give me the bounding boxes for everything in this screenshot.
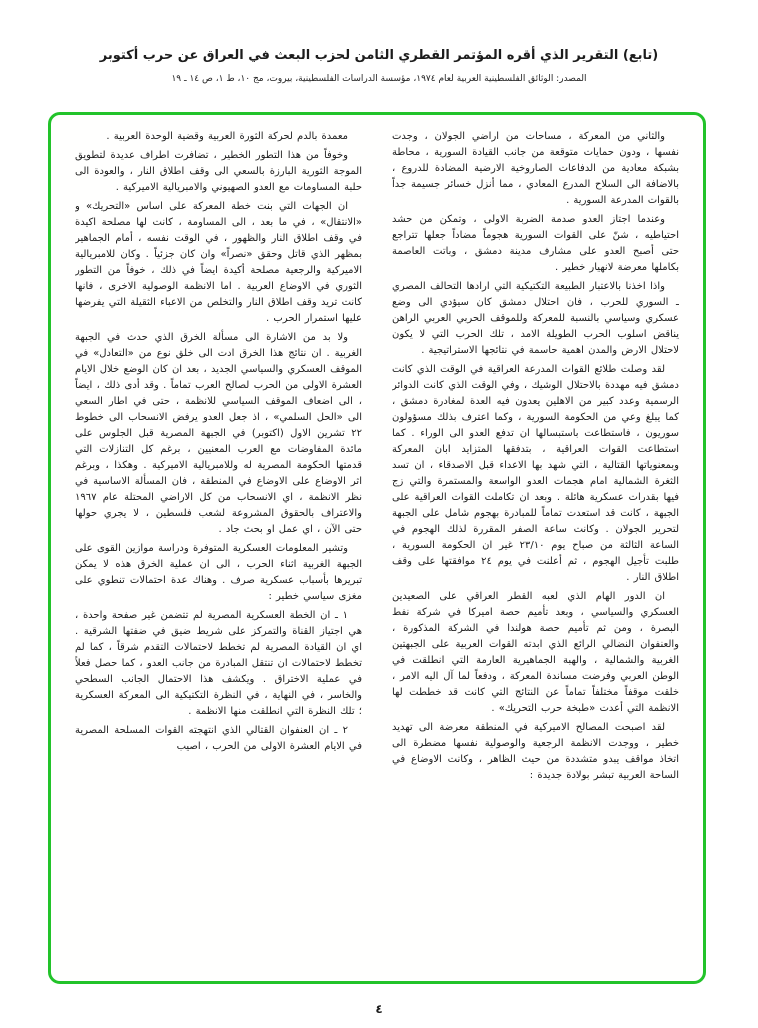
column-right bbox=[392, 129, 679, 971]
paragraph: ولا بد من الاشارة الى مسألة الخرق الذي حدث في الجبهة الغربية . ان نتائج هذا الخرق ادت الى خلق نوع من «التعادل» في الموقف العسكري والسياسي الجديد ، بعد ان كان الوضع خلال الايام العشرة الاولى من الحرب لصالح العرب تماماً . وقد أدى ذلك ، ايضاً ، الى اضعاف الموقف السياسي للانظمة ، حتى في اطار السعي الى «الحل السلمي» ، اذ جعل العدو يرفض الانسحاب الى خطوط ٢٢ تشرين الاول (اكتوبر) في الجبهة المصرية قبل الجلوس على مائدة المفاوضات مع العرب المعنيين ، برغم كل التنازلات التي قدمتها الحكومة المصرية له وللامبريالية الاميركية . وهكذا ، وبرغم اثر الاوضاع على الاوضاع في المنطقة ، فان المسألة الاساسية في نظر الانظمة ، اي الانسحاب من كل الاراضي المحتلة عام ١٩٦٧ والاعتراف بالحقوق المشروعة لشعب فلسطين ، لا يجري حولها حتى الآن ، اي عمل او بحث جاد . bbox=[75, 332, 362, 535]
paragraph: لقد اصبحت المصالح الاميركية في المنطقة معرضة الى تهديد خطير ، ووجدت الانظمة الرجعية والوصولية نفسها مضطرة الى اتخاذ مواقف يبدو متشددة من حيث الظاهر ، وكانت الاوضاع في الساحة العربية تبشر بولادة جديدة : bbox=[392, 722, 679, 781]
paragraph: لقد وصلت طلائع القوات المدرعة العراقية في الوقت الذي كانت دمشق فيه مهددة بالاحتلال الوشيك ، وفي الوقت الذي كانت الدوائر الرسمية وعدد كبير من الاهلين يعدون فيه العدة لمغادرة دمشق ، كما يبلغ وعي من الحكومة السورية ، وكما اعترف بذلك مسؤولون سوريون ، فاستطاعت باستبسالها ان تدفع العدو الى الوراء . كما استطاعت القوات العراقية ، بتدفقها المتزايد ابان المعركة وبمعنوياتها القتالية ، التي شهد بها الاعداء قبل الاصدقاء ، ان تسد الثغرة الشمالية امام هجمات العدو الواسعة والمستمرة والتي زج فيها بقدرات عسكرية هائلة . وبعد ان تكاملت القوات العراقية على الجبهة ، كانت قد استعدت تماماً للمبادرة بهجوم شامل على الجبهة لتحرير الجولان . وكانت ساعة الصفر المقررة لذلك الهجوم في الساعة الثالثة من صباح يوم ٢٣/١٠ غير ان الحكومة السورية ، طلبت تأجيل الهجوم ، ثم أعلنت في يوم ٢٤ موافقتها على وقف اطلاق النار . bbox=[392, 364, 679, 583]
content-frame bbox=[48, 112, 706, 984]
paragraph: ٢ ـ ان العنفوان القتالي الذي انتهجته القوات المسلحة المصرية في الايام العشرة الاولى من الحرب ، اصيب bbox=[75, 725, 362, 752]
page-number: ٤ bbox=[375, 1002, 383, 1016]
two-column-text bbox=[51, 115, 703, 981]
paragraph: وخوفاً من هذا التطور الخطير ، تضافرت اطراف عديدة لتطويق الموجة الثورية البارزة بالسعي الى وقف اطلاق النار ، والعودة الى حلبة المساومات مع العدو الصهيوني والامبريالية الاميركية . bbox=[75, 150, 362, 193]
paragraph: وعندما اجتاز العدو صدمة الضربة الاولى ، وتمكن من حشد احتياطيه ، شنّ على القوات السورية هجوماً مضاداً جعلها تتراجع حتى أصبح العدو على مشارف مدينة دمشق ، وباتت العاصمة بكاملها معرضة لانهيار خطير . bbox=[392, 214, 679, 273]
page-header-title: (تابع) التقرير الذي أقره المؤتمر القطري الثامن لحزب البعث في العراق عن حرب أكتوبر bbox=[99, 48, 659, 63]
paragraph: وتشير المعلومات العسكرية المتوفرة ودراسة موازين القوى على الجبهة الغربية اثناء الحرب ، الى ان عملية الخرق هذه لا يمكن تبريرها بأسباب عسكرية صرف . وهناك عدة احتمالات تنطوي على مغزى سياسي خطير : bbox=[75, 543, 362, 602]
paragraph: ان الجهات التي بنت خطة المعركة على اساس «التحريك» و «الانتقال» ، في ما بعد ، الى المساومة ، كانت لها مصلحة اكيدة في وقف اطلاق النار والظهور ، في الوقت نفسه ، أمام الجماهير بمظهر الذي قاتل وحقق «نصراً» وان كان جزئياً . وكان للامبريالية الاميركية والرجعية مصلحة أكيدة ايضاً في ذلك ، خوفاً من التطور الثوري في الاوضاع العربية . اما الانظمة الوصولية الاخرى ، فانها كانت تريد وقف اطلاق النار والتخلص من الاعباء الثقيلة التي يفرضها عليها استمرار الحرب . bbox=[75, 201, 362, 324]
paragraph: والثاني من المعركة ، مساحات من اراضي الجولان ، وجدت نفسها ، ودون حمايات متوقعة من جانب القيادة السورية ، محاطة بشبكة معادية من الدفاعات الصاروخية الارضية المضادة للدروع ، بالاضافة الى السلاح المدرع المعادي ، مما أنزل خسائر جسيمة جداً بالقوات المدرعة السورية . bbox=[392, 131, 679, 206]
page-header-source: المصدر: الوثائق الفلسطينية العربية لعام ١٩٧٤، مؤسسة الدراسات الفلسطينية، بيروت، مج ١٠، ط ١، ص ١٤ ـ ١٩ bbox=[171, 74, 587, 84]
paragraph: معمدة بالدم لحركة الثورة العربية وقضية الوحدة العربية . bbox=[106, 131, 348, 142]
paragraph: ان الدور الهام الذي لعبه القطر العراقي على الصعيدين العسكري والسياسي ، وبعد تأميم حصة اميركا في شركة نفط البصرة ، ومن ثم تأميم حصة هولندا في الشركة المذكورة ، والعنفوان النضالي الرائع الذي ابدته القوات العربية على الجبهتين الغربية والشمالية ، والهبة الجماهيرية العارمة التي انطلقت في الوطن العربي وفرضت مساندة المعركة ، ودفعاً لما آل اليه الامر ، خلقت موقفاً مختلفاً تماماً عن النتائج التي كانت قد خططت لها الانظمة التي أعدت «طبخة حرب التحريك» . bbox=[392, 591, 679, 714]
paragraph: ١ ـ ان الخطة العسكرية المصرية لم تتضمن غير صفحة واحدة ، هي اجتياز القناة والتمركز على شريط ضيق في ضفتها الشرقية . اي ان القيادة المصرية لم تخطط لاحتمالات التقدم شرقاً ، كما لم تخطط لاحتمالات ان تنتقل المبادرة من جانب العدو ، كما حصل فعلاً في عملية الاختراق . ويكشف هذا الاحتمال الجانب السطحي والخاسر ، في النهاية ، في النظرة التكتيكية الى المعركة العسكرية ؛ تلك النظرة التي انطلقت منها الانظمة . bbox=[75, 610, 362, 717]
column-left bbox=[75, 129, 362, 971]
paragraph: واذا اخذنا بالاعتبار الطبيعة التكتيكية التي ارادها التحالف المصري ـ السوري للحرب ، فان احتلال دمشق كان سيؤدي الى وضع عسكري وسياسي بالنسبة للمعركة وللموقف الحربي العربي الراهن يناقض اسلوب الحرب الطويلة الامد ، تلك الحرب التي لا يكون لاحتلال الارض والمدن اهمية حاسمة في نتائجها الاستراتيجية . bbox=[392, 281, 679, 356]
